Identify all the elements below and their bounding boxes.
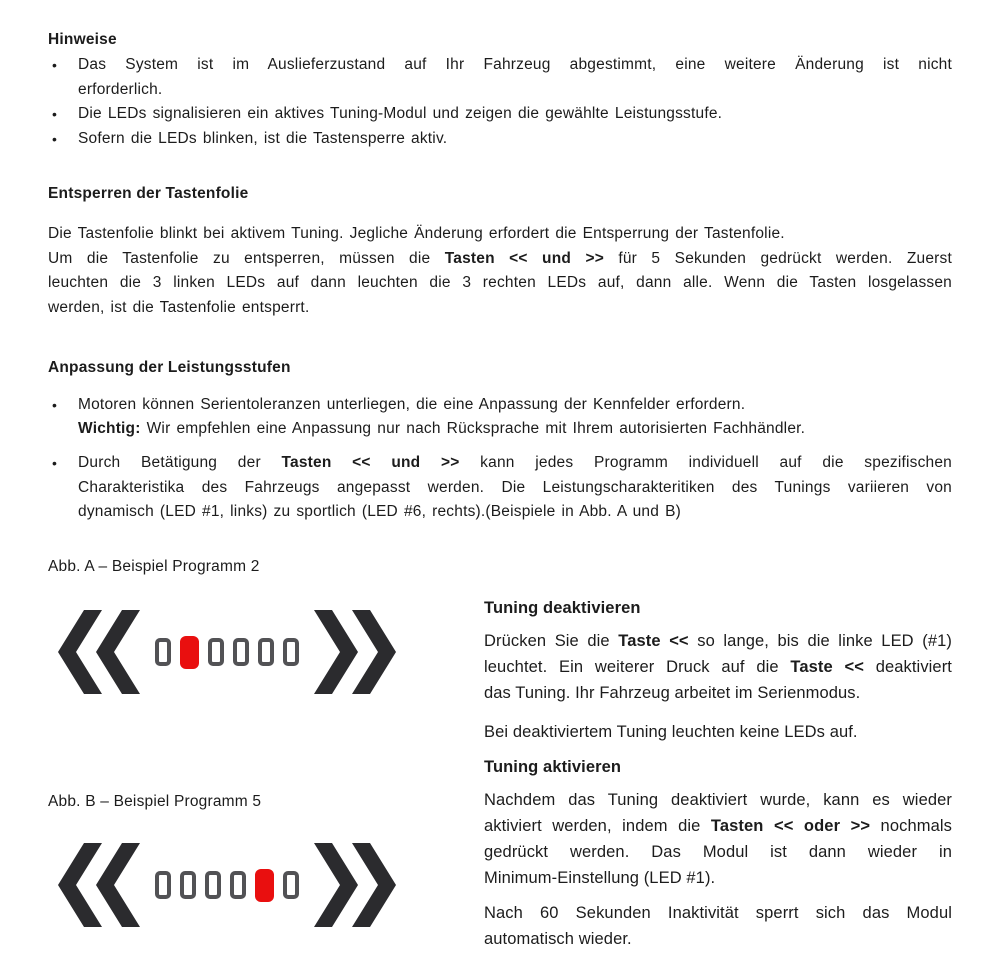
text-line: automatisch wieder. [484,930,632,948]
tuning-deaktivieren-paragraph [484,628,952,706]
tuning-aktivieren-paragraph [484,787,952,891]
anpassung-bullet-list [48,393,952,526]
text-line: Nachdem das Tuning deaktiviert wurde, kann es wieder [484,791,952,809]
tuning-instructions-column [484,593,952,952]
manual-page [48,0,952,975]
led-box [283,638,299,666]
figure-b-led-indicator [58,843,396,927]
bullet-text [78,102,952,127]
text-line: erforderlich. [78,80,163,98]
text-line: Um die Tastenfolie zu entsperren, müssen die Tasten << und >> für 5 Sekunden gedrückt werden. Zuerst [48,249,952,267]
led-strip [155,869,299,902]
tuning-deaktivieren-heading: Tuning deaktivieren [484,599,641,617]
text-line: Bei deaktiviertem Tuning leuchten keine LEDs auf. [484,723,858,741]
bullet-item [48,53,952,102]
led-box [155,871,171,899]
anpassung-heading: Anpassung der Leistungsstufen [48,358,291,376]
text-line: Nach 60 Sekunden Inaktivität sperrt sich das Modul [484,904,952,922]
led-box [205,871,221,899]
text-line: Drücken Sie die Taste << so lange, bis die linke LED (#1) [484,632,952,650]
tuning-deaktivieren-note [484,719,952,745]
text-line: das Tuning. Ihr Fahrzeug arbeitet im Serienmodus. [484,684,861,702]
figures-and-tuning-area [48,550,952,975]
figure-a-label: Abb. A – Beispiel Programm 2 [48,558,260,575]
double-chevron-right-icon [314,610,396,694]
text-line: Wichtig: Wir empfehlen eine Anpassung nur nach Rücksprache mit Ihrem autorisierten Fachhändler. [78,420,806,438]
bullet-item [48,127,952,152]
led-box [233,638,249,666]
bullet-item [48,393,952,442]
bullet-marker: • [52,106,58,123]
bullet-text [78,53,952,102]
double-chevron-right-icon [314,843,396,927]
double-chevron-left-icon [58,610,140,694]
text-line: Motoren können Serientoleranzen unterliegen, die eine Anpassung der Kennfelder erfordern. [78,395,746,413]
led-box [283,871,299,899]
text-line: Charakteristika des Fahrzeugs angepasst werden. Die Leistungscharakteritiken des Tunings variieren von [78,478,952,496]
tuning-aktivieren-heading: Tuning aktivieren [484,758,622,776]
text-line: Durch Betätigung der Tasten << und >> kann jedes Programm individuell auf die spezifischen [78,454,953,472]
bullet-text [78,393,952,442]
bullet-marker: • [52,131,58,148]
led-box [180,871,196,899]
led-box [208,638,224,666]
led-active [180,636,199,669]
text-line: Die LEDs signalisieren ein aktives Tuning-Modul und zeigen die gewählte Leistungsstufe. [78,105,723,123]
led-active [255,869,274,902]
text-line: werden, ist die Tastenfolie entsperrt. [48,298,310,316]
text-line: leuchten die 3 linken LEDs auf dann leuchten die 3 rechten LEDs auf, dann alle. Wenn die Tasten losgelassen [48,274,952,292]
text-line: leuchtet. Ein weiterer Druck auf die Taste << deaktiviert [484,658,952,676]
double-chevron-left-icon [58,843,140,927]
bullet-marker: • [52,57,58,73]
entsperren-paragraph [48,222,952,321]
text-line: gedrückt werden. Das Modul ist dann wieder in [484,843,952,861]
hinweise-bullet-list [48,53,952,152]
figure-a-led-indicator [58,610,396,694]
bullet-marker: • [52,455,58,472]
text-line: Sofern die LEDs blinken, ist die Tastensperre aktiv. [78,130,448,148]
bullet-text [78,127,952,152]
text-line: Minimum-Einstellung (LED #1). [484,869,716,887]
bullet-item [48,451,952,525]
text-line: Das System ist im Auslieferzustand auf Ihr Fahrzeug abgestimmt, eine weitere Änderung ist nicht [78,56,952,73]
led-strip [155,636,299,669]
hinweise-heading: Hinweise [48,31,117,48]
bullet-text [78,451,952,525]
bullet-marker: • [52,396,58,413]
bullet-item [48,102,952,127]
led-box [258,638,274,666]
tuning-aktivieren-note [484,900,952,952]
figure-b-label: Abb. B – Beispiel Programm 5 [48,793,262,810]
text-line: aktiviert werden, indem die Tasten << oder >> nochmals [484,817,952,835]
led-box [230,871,246,899]
text-line: dynamisch (LED #1, links) zu sportlich (LED #6, rechts).(Beispiele in Abb. A und B) [78,503,681,521]
led-box [155,638,171,666]
entsperren-heading: Entsperren der Tastenfolie [48,184,249,202]
text-line: Die Tastenfolie blinkt bei aktivem Tuning. Jegliche Änderung erfordert die Entsperrung der Tastenfolie. [48,224,785,242]
